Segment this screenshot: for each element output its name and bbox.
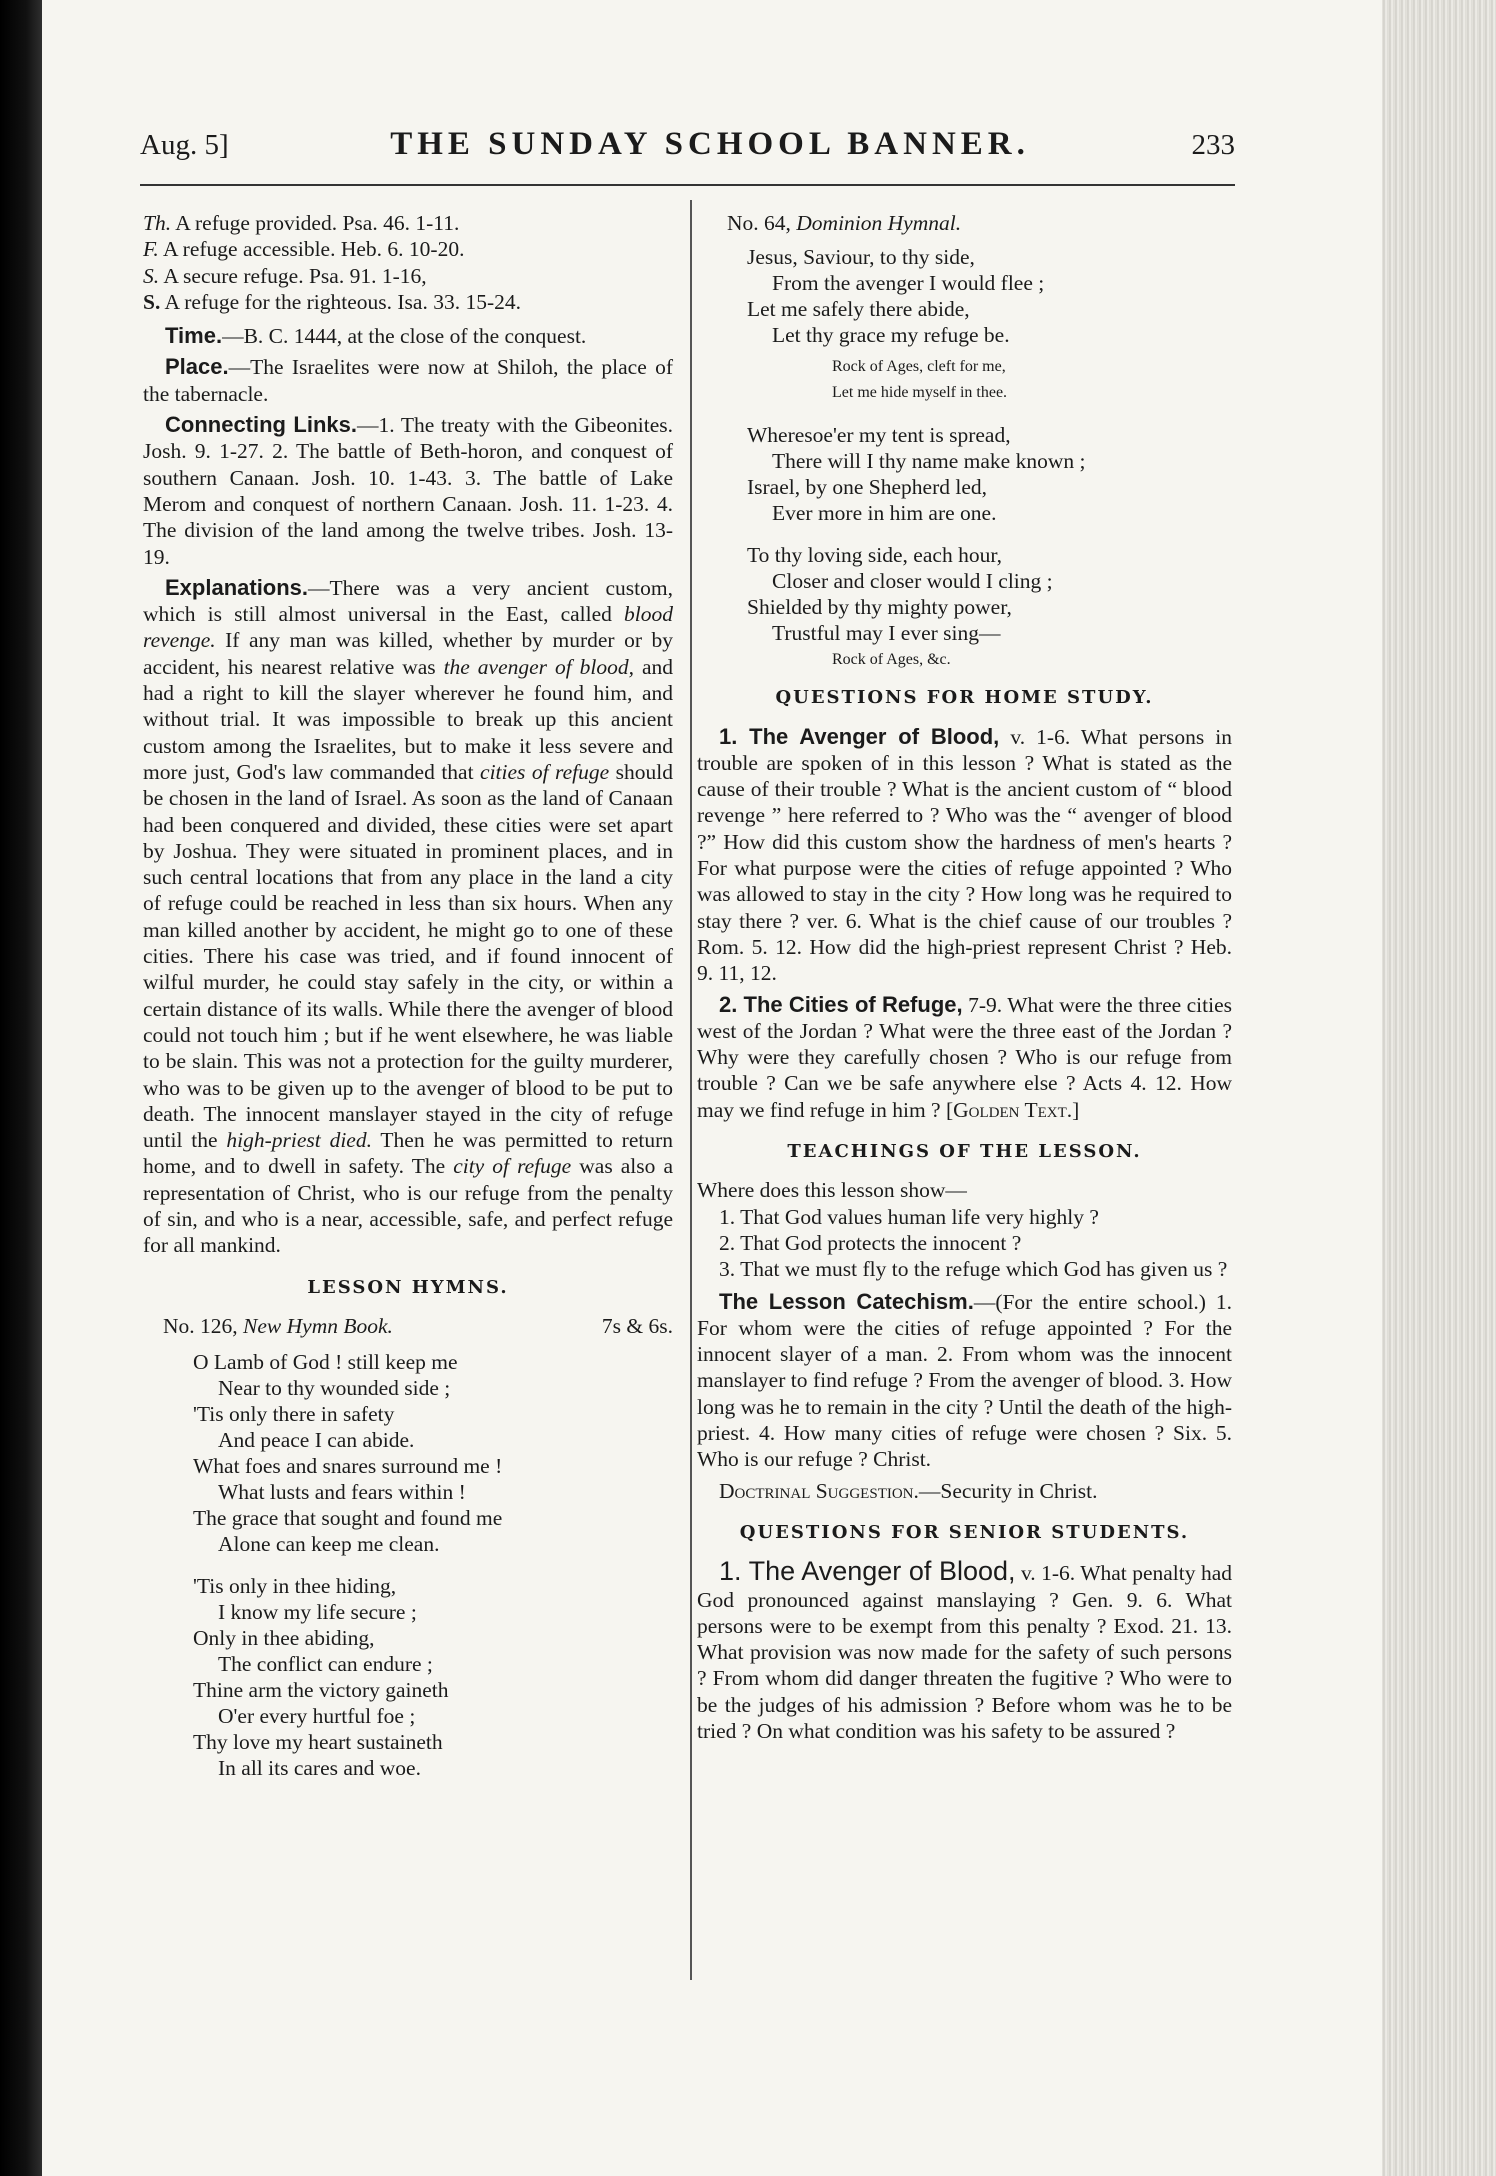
doctrinal-suggestion: Doctrinal Suggestion.—Security in Christ. — [719, 1478, 1098, 1503]
hymn-reference: No. 126, New Hymn Book. 7s & 6s. — [163, 1313, 673, 1338]
header-title: THE SUNDAY SCHOOL BANNER. — [390, 126, 1030, 162]
left-column — [143, 210, 673, 1797]
teachings-intro: Where does this lesson show— — [697, 1178, 967, 1203]
hymn-stanza: 'Tis only in thee hiding, I know my life secure ; Only in thee abiding, The conflict can endure ; Thine arm the victory gaineth O'er every hurtful foe ; Thy love my heart sustaineth In all its cares and woe. — [193, 1574, 449, 1781]
reading-line: F. A refuge accessible. Heb. 6. 10-20. — [143, 237, 465, 262]
hymn-chorus: Rock of Ages, cleft for me, Let me hide myself in thee. — [832, 358, 1008, 402]
home-question-2: 2. The Cities of Refuge, 7-9. What were the three cities west of the Jordan ? What were the three east of the Jordan ? Why were they carefully chosen ? Who is our refuge from trouble ? Can we be safe anywhere else ? Acts 4. 12. How may we find refuge in him ? [Golden Text.] — [697, 991, 1232, 1122]
senior-heading: QUESTIONS FOR SENIOR STUDENTS. — [739, 1521, 1190, 1543]
chorus-reference: Rock of Ages, &c. — [832, 651, 951, 669]
list-item: 3. That we must fly to the refuge which God has given us ? — [719, 1257, 1228, 1282]
hymn-reference: No. 64, Dominion Hymnal. — [727, 211, 962, 235]
daily-readings — [143, 210, 673, 315]
running-header — [140, 126, 1235, 176]
header-rule — [140, 184, 1235, 186]
lesson-hymns-heading: LESSON HYMNS. — [307, 1276, 509, 1298]
header-date: Aug. 5] — [140, 129, 229, 161]
time-paragraph: Time.—B. C. 1444, at the close of the conquest. — [165, 323, 587, 349]
senior-question-1: 1. The Avenger of Blood, v. 1-6. What penalty had God pronounced against manslaying ? Gen. 9. 6. What persons were to be exempt from this penalty ? Exod. 21. 13. What provision was now made for the safety of such persons ? From whom did danger threaten the fugitive ? Who were to be the judges of his admission ? Before whom was he to be tried ? On what condition was his safety to be assured ? — [697, 1556, 1232, 1743]
place-paragraph: Place.—The Israelites were now at Shiloh, the place of the tabernacle. — [143, 354, 673, 406]
page-number: 233 — [1191, 129, 1235, 161]
list-item: 1. That God values human life very highly ? — [719, 1204, 1099, 1229]
connecting-links-paragraph: Connecting Links.—1. The treaty with the Gibeonites. Josh. 9. 1-27. 2. The battle of Beth-horon, and conquest of southern Canaan. Josh. 10. 1-43. 3. The battle of Lake Merom and conquest of northern Canaan. Josh. 11. 1-23. 4. The division of the land among the twelve tribes. Josh. 13-19. — [143, 412, 673, 569]
right-column — [697, 210, 1232, 1749]
teachings-list — [697, 1204, 1232, 1283]
explanations-paragraph: Explanations.—There was a very ancient custom, which is still almost universal in the East, called blood revenge. If any man was killed, whether by murder or by accident, his nearest relative was the avenger of blood, and had a right to kill the slayer wherever he found him, and without trial. It was impossible to break up this ancient custom among the Israelites, but to make it less severe and more just, God's law commanded that cities of refuge should be chosen in the land of Israel. As soon as the land of Canaan had been conquered and divided, these cities were set apart by Joshua. They were situated in prominent places, and in such central locations that from any place in the land a city of refuge could be reached in less than six hours. When any man killed another by accident, he might go to one of these cities. There his case was tried, and if found innocent of wilful murder, he could stay safely in the city, or within a certain distance of its walls. While there the avenger of blood could not touch him ; but if he went elsewhere, he was liable to be slain. This was not a protection for the guilty murderer, who was to be given up to the avenger of blood to be put to death. The innocent manslayer stayed in the city of refuge until the high-priest died. Then he was permitted to return home, and to dwell in safety. The city of refuge was also a representation of Christ, who is our refuge from the penalty of sin, and who is a near, accessible, safe, and perfect refuge for all mankind. — [143, 574, 673, 1258]
hymn-stanza: Wheresoe'er my tent is spread, There will I thy name make known ; Israel, by one Shepherd led, Ever more in him are one. — [747, 423, 1086, 526]
page-edges — [1382, 0, 1496, 2176]
book-spine — [0, 0, 44, 2176]
reading-line: S. A secure refuge. Psa. 91. 1-16, — [143, 263, 427, 288]
list-item: 2. That God protects the innocent ? — [719, 1230, 1022, 1255]
hymn-stanza: O Lamb of God ! still keep me Near to thy wounded side ; 'Tis only there in safety And peace I can abide. What foes and snares surround me ! What lusts and fears within ! The grace that sought and found me Alone can keep me clean. — [193, 1350, 503, 1557]
home-study-heading: QUESTIONS FOR HOME STUDY. — [775, 687, 1154, 709]
reading-line: S. A refuge for the righteous. Isa. 33. 15-24. — [143, 289, 521, 314]
hymn-stanza: To thy loving side, each hour, Closer and closer would I cling ; Shielded by thy mighty power, Trustful may I ever sing— — [747, 543, 1053, 646]
teachings-heading: TEACHINGS OF THE LESSON. — [787, 1141, 1142, 1163]
catechism-paragraph: The Lesson Catechism.—(For the entire school.) 1. For whom were the cities of refuge appointed ? For the innocent slayer of a man. 2. From whom was the innocent manslayer to find refuge ? From the avenger of blood. 3. How long was he to remain in the city ? Until the death of the high-priest. 4. How many cities of refuge were chosen ? Six. 5. Who is our refuge ? Christ. — [697, 1288, 1232, 1472]
home-question-1: 1. The Avenger of Blood, v. 1-6. What persons in trouble are spoken of in this lesson ? What is stated as the cause of their trouble ? What is the ancient custom of “ blood revenge ” here referred to ? Who was the “ avenger of blood ?” How did this custom show the hardness of men's hearts ? For what purpose were the cities of refuge appointed ? Who was allowed to stay in the city ? How long was he required to stay there ? ver. 6. What is the chief cause of our troubles ? Rom. 5. 12. How did the high-priest represent Christ ? Heb. 9. 11, 12. — [697, 723, 1232, 986]
column-rule — [690, 200, 692, 1980]
hymn-stanza: Jesus, Saviour, to thy side, From the avenger I would flee ; Let me safely there abide, Let thy grace my refuge be. — [747, 245, 1045, 348]
reading-line: Th. A refuge provided. Psa. 46. 1-11. — [143, 211, 460, 235]
